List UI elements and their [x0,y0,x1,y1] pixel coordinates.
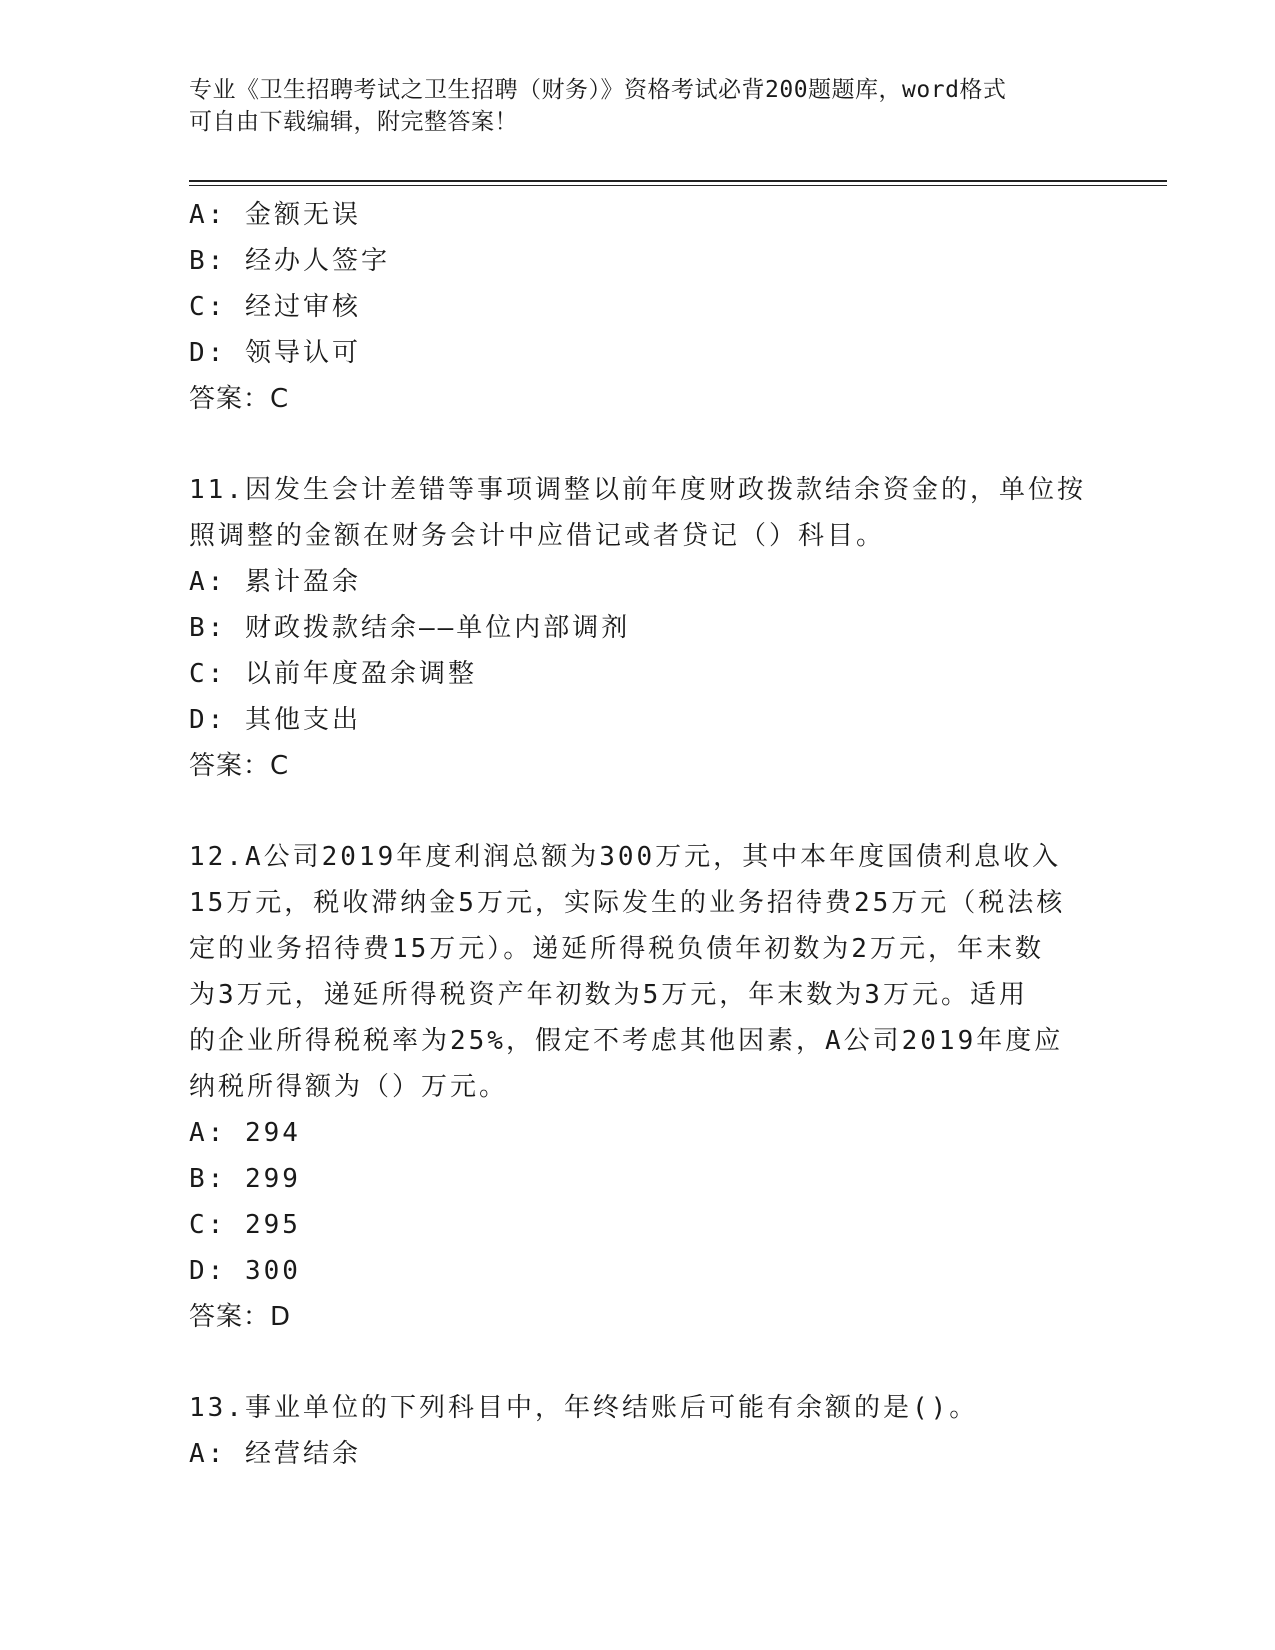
question-stem-line: 12.A公司2019年度利润总额为300万元，其中本年度国债利息收入 [189,842,1062,872]
header-line-1: 专业《卫生招聘考试之卫生招聘（财务）》资格考试必背200题题库，word格式 [189,77,1007,103]
answer: 答案：C [189,384,290,414]
option-b: B: 经办人签字 [189,246,390,276]
option-d: D: 300 [189,1256,301,1286]
option-a: A: 经营结余 [189,1439,361,1469]
option-c: C: 295 [189,1210,301,1240]
question-stem-line: 为3万元，递延所得税资产年初数为5万元，年末数为3万元。适用 [189,980,1028,1010]
question-12 [189,834,1089,1340]
question-stem-line: 13.事业单位的下列科目中，年终结账后可能有余额的是()。 [189,1393,979,1423]
question-stem-line: 15万元，税收滞纳金5万元，实际发生的业务招待费25万元（税法核 [189,888,1066,918]
answer: 答案：C [189,751,290,781]
document-header [189,74,1089,138]
header-divider-thick [189,180,1167,182]
question-11 [189,467,1089,789]
option-d: D: 领导认可 [189,338,361,368]
header-divider-thin [189,185,1167,186]
answer: 答案：D [189,1302,292,1332]
question-stem-line: 照调整的金额在财务会计中应借记或者贷记（）科目。 [189,521,886,551]
option-a: A: 金额无误 [189,200,361,230]
question-stem-line: 定的业务招待费15万元）。递延所得税负债年初数为2万元，年末数 [189,934,1044,964]
question-13 [189,1385,1089,1477]
option-b: B: 299 [189,1164,301,1194]
question-stem-line: 11.因发生会计差错等事项调整以前年度财政拨款结余资金的，单位按 [189,475,1086,505]
option-d: D: 其他支出 [189,705,361,735]
question-stem-line: 纳税所得额为（）万元。 [189,1072,509,1102]
option-a: A: 累计盈余 [189,567,361,597]
question-content [189,192,1089,1477]
header-line-2: 可自由下载编辑，附完整答案！ [189,109,518,135]
question-10 [189,192,1089,422]
option-b: B: 财政拨款结余——单位内部调剂 [189,613,631,643]
question-stem-line: 的企业所得税税率为25%，假定不考虑其他因素，A公司2019年度应 [189,1026,1064,1056]
option-c: C: 以前年度盈余调整 [189,659,477,689]
option-c: C: 经过审核 [189,292,361,322]
option-a: A: 294 [189,1118,301,1148]
